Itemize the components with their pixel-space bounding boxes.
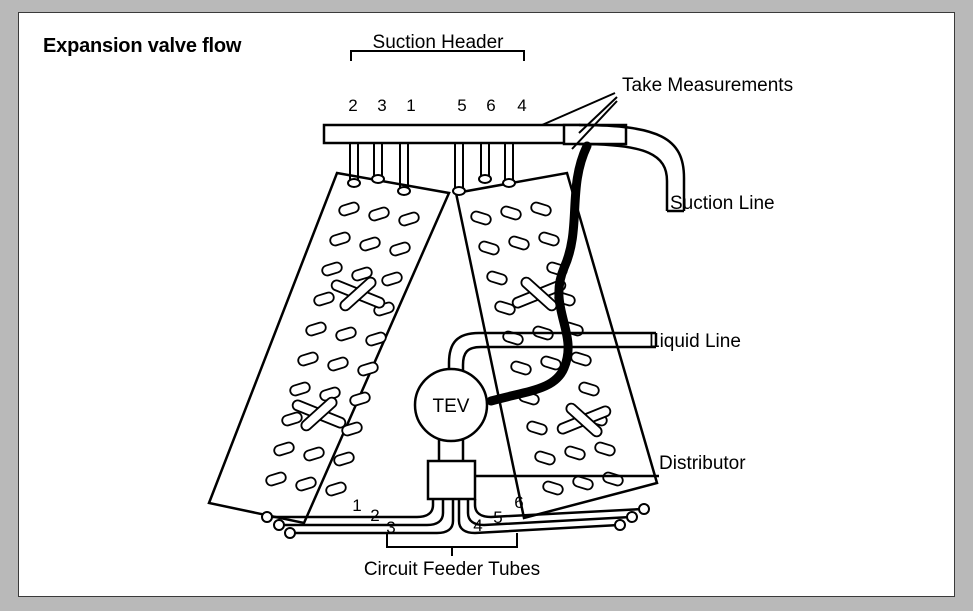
diagram-card xyxy=(18,12,955,597)
header-circuit-number: 6 xyxy=(486,96,496,115)
header-circuit-number: 4 xyxy=(517,96,527,115)
expansion-valve-flow-diagram xyxy=(19,13,956,598)
left-coil-slab xyxy=(209,173,449,523)
circuit-feeder-tubes-label: Circuit Feeder Tubes xyxy=(363,559,541,580)
feeder-circuit-number: 4 xyxy=(473,516,483,535)
circuit-feeder-tubes xyxy=(269,499,643,533)
header-circuit-number: 5 xyxy=(457,96,467,115)
tev-valve xyxy=(415,369,487,461)
header-circuit-number: 1 xyxy=(406,96,416,115)
take-measurements-label: Take Measurements xyxy=(622,75,794,96)
feeder-circuit-number: 2 xyxy=(370,506,380,525)
feeder-circuit-number: 1 xyxy=(352,496,362,515)
right-coil-slab xyxy=(456,173,657,518)
header-circuit-number: 2 xyxy=(348,96,358,115)
header-circuit-number: 3 xyxy=(377,96,387,115)
liquid-line-label: Liquid Line xyxy=(649,331,741,352)
tev-label: TEV xyxy=(432,396,470,417)
page-title: Expansion valve flow xyxy=(43,35,242,57)
feeder-circuit-number: 3 xyxy=(386,518,396,537)
feeder-circuit-number: 5 xyxy=(493,508,503,527)
suction-header-bar xyxy=(324,51,579,195)
distributor-label: Distributor xyxy=(659,453,746,474)
feeder-circuit-number: 6 xyxy=(514,493,524,512)
suction-header-label: Suction Header xyxy=(372,32,504,53)
suction-line-label: Suction Line xyxy=(670,193,775,214)
